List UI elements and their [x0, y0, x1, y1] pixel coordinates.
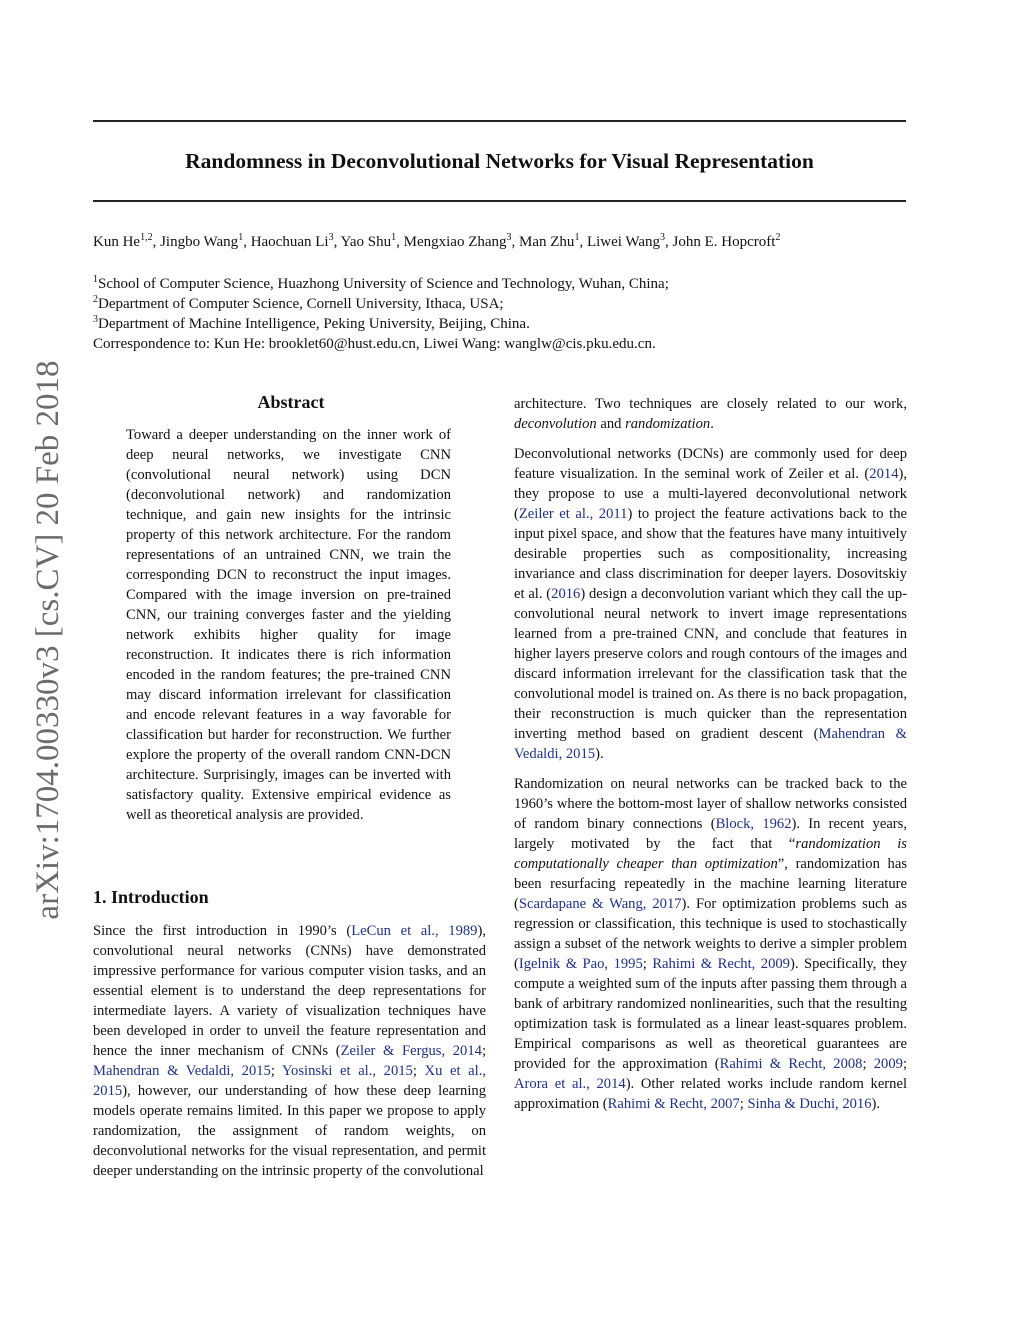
author-name: Liwei Wang — [586, 234, 661, 250]
author-affiliation-mark: 1 — [391, 232, 397, 243]
citation-link[interactable]: Igelnik & Pao, 1995 — [518, 956, 643, 972]
body-paragraph: Deconvolutional networks (DCNs) are commonly used for deep feature visualization. In the seminal work of Zeiler et al. (2014), they propose to use a multi-layered deconvolutional network (Zeiler et al., 2011) to project the feature activations back to the input pixel space, and show that the features have many intuitively desirable properties such as compositionality, increasing invariance and class discrimination for deeper layers. Dosovitskiy et al. (2016) design a deconvolution variant which they call the up-convolutional neural network to invert image representations learned from a pre-trained CNN, and conclude that features in higher layers preserve colors and rough contours of the images and discard information irrelevant for the classification task that the convolutional model is trained on. As there is no back propagation, their reconstruction is much quicker than the representation inverting method based on gradient descent (Mahendran & Vedaldi, 2015). — [514, 446, 907, 762]
author-name: Man Zhu — [519, 234, 575, 250]
author-affiliation-mark: 1,2 — [140, 232, 153, 243]
citation-link[interactable]: Rahimi & Recht, 2009 — [652, 956, 790, 972]
body-paragraph: Randomization on neural networks can be tracked back to the 1960’s where the bottom-most layer of shallow networks consisted of random binary connections (Block, 1962). In recent years, largely motivated by the fact that “randomization is computationally cheaper than optimization”, randomization has been resurfacing repeatedly in the machine learning literature (Scardapane & Wang, 2017). For optimization problems such as regression or classification, this technique is used to stochastically assign a subset of the network weights to derive a simpler problem (Igelnik & Pao, 1995; Rahimi & Recht, 2009). Specifically, they compute a weighted sum of the inputs after passing them through a bank of arbitrary randomized nonlinearities, such that the resulting optimization task is formulated as a linear least-squares problem. Empirical comparisons as well as theoretical guarantees are provided for the approximation (Rahimi & Recht, 2008; 2009; Arora et al., 2014). Other related works include random kernel approximation (Rahimi & Recht, 2007; Sinha & Duchi, 2016). — [514, 776, 907, 1112]
affiliation-line: $^3$Department of Machine Intelligence, Peking University, Beijing, China. — [93, 314, 530, 332]
author-name: Mengxiao Zhang — [403, 234, 507, 250]
citation-link[interactable]: Arora et al., 2014 — [514, 1076, 626, 1092]
affiliation-line: $^2$Department of Computer Science, Cornell University, Ithaca, USA; — [93, 294, 504, 312]
author-name: Haochuan Li — [250, 234, 329, 250]
author-affiliation-mark: 1 — [238, 232, 244, 243]
citation-link[interactable]: Mahendran & Vedaldi, 2015 — [514, 726, 907, 762]
citation-link[interactable]: Rahimi & Recht, 2007 — [607, 1096, 740, 1112]
citation-link[interactable]: Block, 1962 — [715, 816, 792, 832]
title-rule-bottom — [93, 200, 906, 202]
introduction-body — [93, 921, 486, 1181]
citation-link[interactable]: 2014 — [869, 466, 899, 482]
author-name: Kun He — [93, 234, 141, 250]
emphasis-text: deconvolution — [514, 416, 597, 432]
right-column — [514, 394, 907, 1114]
citation-link[interactable]: Rahimi & Recht, 2008 — [719, 1056, 863, 1072]
author-name: John E. Hopcroft — [672, 234, 776, 250]
section-heading-introduction: 1. Introduction — [93, 887, 209, 907]
citation-link[interactable]: Scardapane & Wang, 2017 — [518, 896, 682, 912]
body-paragraph: architecture. Two techniques are closely related to our work, deconvolution and randomization. — [514, 396, 907, 432]
affiliation-mark: 1 — [93, 274, 98, 285]
citation-link[interactable]: Zeiler & Fergus, 2014 — [340, 1043, 482, 1059]
affiliations — [93, 274, 913, 354]
abstract-text — [126, 425, 451, 825]
citation-link[interactable]: Xu et al., 2015 — [93, 1063, 486, 1099]
arxiv-sidebar-stamp: arXiv:1704.00330v3 [cs.CV] 20 Feb 2018 — [30, 360, 66, 920]
author-name: Jingbo Wang — [160, 234, 239, 250]
emphasis-text: randomization is computationally cheaper than optimization — [514, 836, 907, 872]
correspondence: Correspondence to: Kun He: brooklet60@hust.edu.cn, Liwei Wang: wanglw@cis.pku.edu.cn. — [93, 336, 656, 352]
citation-link[interactable]: Mahendran & Vedaldi, 2015 — [93, 1063, 271, 1079]
affiliation-mark: 3 — [93, 314, 98, 325]
author-affiliation-mark: 3 — [660, 232, 666, 243]
author-list: Kun He$^{1,2}$, Jingbo Wang$^1$, Haochuan Li$^3$, Yao Shu$^1$, Mengxiao Zhang$^3$, Man Zhu$^1$, Liwei Wang$^3$, John E. Hopcroft$^2$ — [93, 232, 781, 250]
citation-link[interactable]: LeCun et al., 1989 — [351, 923, 478, 939]
abstract-paragraph: Toward a deeper understanding on the inner work of deep neural networks, we investigate CNN (convolutional neural network) using DCN (deconvolutional network) and randomization technique, and gain new insights for the intrinsic property of this network architecture. For the random representations of an untrained CNN, we train the corresponding DCN to reconstruct the input images. Compared with the image inversion on pre-trained CNN, our training converges faster and the yielding network exhibits higher quality for image reconstruction. It indicates there is rich information encoded in the random features; the pre-trained CNN may discard information irrelevant for classification and encode relevant features in a way favorable for classification but harder for reconstruction. We further explore the property of the overall random CNN-DCN architecture. Surprisingly, images can be inverted with satisfactory quality. Extensive empirical evidence as well as theoretical analysis are provided. — [126, 427, 451, 823]
author-affiliation-mark: 2 — [775, 232, 781, 243]
introduction-paragraph: Since the first introduction in 1990’s (LeCun et al., 1989), convolutional neural networks (CNNs) have demonstrated impressive performance for various computer vision tasks, and an essential element is to understand the deep representations for intermediate layers. A variety of visualization techniques have been developed in order to unveil the feature representation and hence the inner mechanism of CNNs (Zeiler & Fergus, 2014; Mahendran & Vedaldi, 2015; Yosinski et al., 2015; Xu et al., 2015), however, our understanding of how these deep learning models operate remains limited. In this paper we propose to apply randomization, the assignment of random weights, on deconvolutional networks for the visual representation, and permit deeper understanding on the intrinsic property of the convolutional — [93, 923, 487, 1179]
affiliation-line: $^1$School of Computer Science, Huazhong University of Science and Technology, Wuhan, China; — [93, 274, 669, 292]
citation-link[interactable]: 2009 — [873, 1056, 903, 1072]
title-rule-top — [93, 120, 906, 122]
abstract-heading: Abstract — [257, 392, 325, 412]
citation-link[interactable]: 2016 — [551, 586, 581, 602]
author-affiliation-mark: 3 — [506, 232, 512, 243]
author-affiliation-mark: 1 — [574, 232, 580, 243]
citation-link[interactable]: Yosinski et al., 2015 — [281, 1063, 413, 1079]
emphasis-text: randomization — [625, 416, 711, 432]
author-name: Yao Shu — [340, 234, 392, 250]
affiliation-mark: 2 — [93, 294, 98, 305]
citation-link[interactable]: Sinha & Duchi, 2016 — [747, 1096, 872, 1112]
paper-title: Randomness in Deconvolutional Networks for Visual Representation — [185, 149, 814, 173]
author-affiliation-mark: 3 — [328, 232, 334, 243]
citation-link[interactable]: Zeiler et al., 2011 — [518, 506, 628, 522]
